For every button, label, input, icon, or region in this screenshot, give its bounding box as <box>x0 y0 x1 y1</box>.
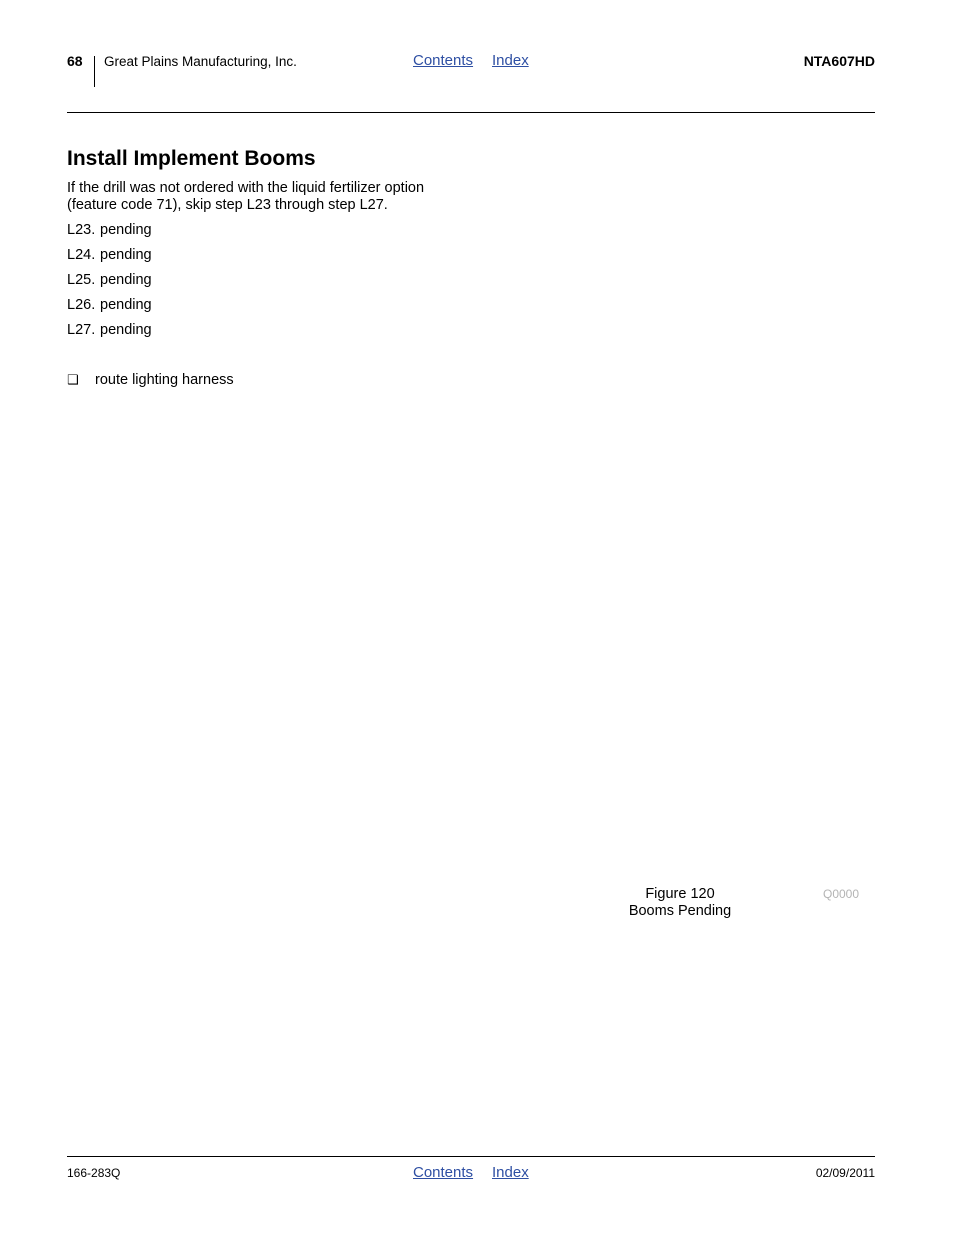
footer-nav-index <box>492 1164 529 1182</box>
figure-title: Booms Pending <box>628 903 732 919</box>
header-nav-contents <box>413 52 473 70</box>
figure-code: Q0000 <box>823 887 860 901</box>
header-divider <box>94 56 95 87</box>
step-number: L24. <box>67 247 96 263</box>
checklist-item <box>67 372 234 388</box>
company-name: Great Plains Manufacturing, Inc. <box>104 54 297 69</box>
section-title: Install Implement Booms <box>67 147 316 170</box>
step-number: L26. <box>67 297 96 313</box>
contents-link[interactable]: Contents <box>413 1164 474 1181</box>
checklist-text: route lighting harness <box>95 372 234 388</box>
page-number: 68 <box>67 53 83 69</box>
header-nav-index <box>492 52 529 70</box>
step-number: L25. <box>67 272 96 288</box>
step-text: pending <box>100 297 152 313</box>
model-number: NTA607HD <box>803 53 875 69</box>
step-number: L27. <box>67 322 96 338</box>
publication-date: 02/09/2011 <box>815 1166 875 1180</box>
step-text: pending <box>100 322 152 338</box>
contents-link[interactable]: Contents <box>413 52 474 69</box>
index-link[interactable]: Index <box>492 1164 529 1181</box>
step-number: L23. <box>67 222 96 238</box>
step-item <box>67 222 152 238</box>
step-item <box>67 247 152 263</box>
figure-caption <box>600 886 760 920</box>
step-text: pending <box>100 222 152 238</box>
checkbox-icon: ❑ <box>67 372 79 387</box>
figure-label: Figure 120 <box>645 886 715 902</box>
step-text: pending <box>100 272 152 288</box>
footer-nav-contents <box>413 1164 473 1182</box>
step-item <box>67 272 152 288</box>
header-rule <box>67 112 875 113</box>
document-number: 166-283Q <box>67 1166 121 1180</box>
footer-rule <box>67 1156 875 1157</box>
step-item <box>67 322 152 338</box>
step-text: pending <box>100 247 152 263</box>
section-intro: If the drill was not ordered with the liquid fertilizer option (feature code 71), skip step L23 through step L27. <box>67 180 425 213</box>
step-item <box>67 297 152 313</box>
index-link[interactable]: Index <box>492 52 529 69</box>
